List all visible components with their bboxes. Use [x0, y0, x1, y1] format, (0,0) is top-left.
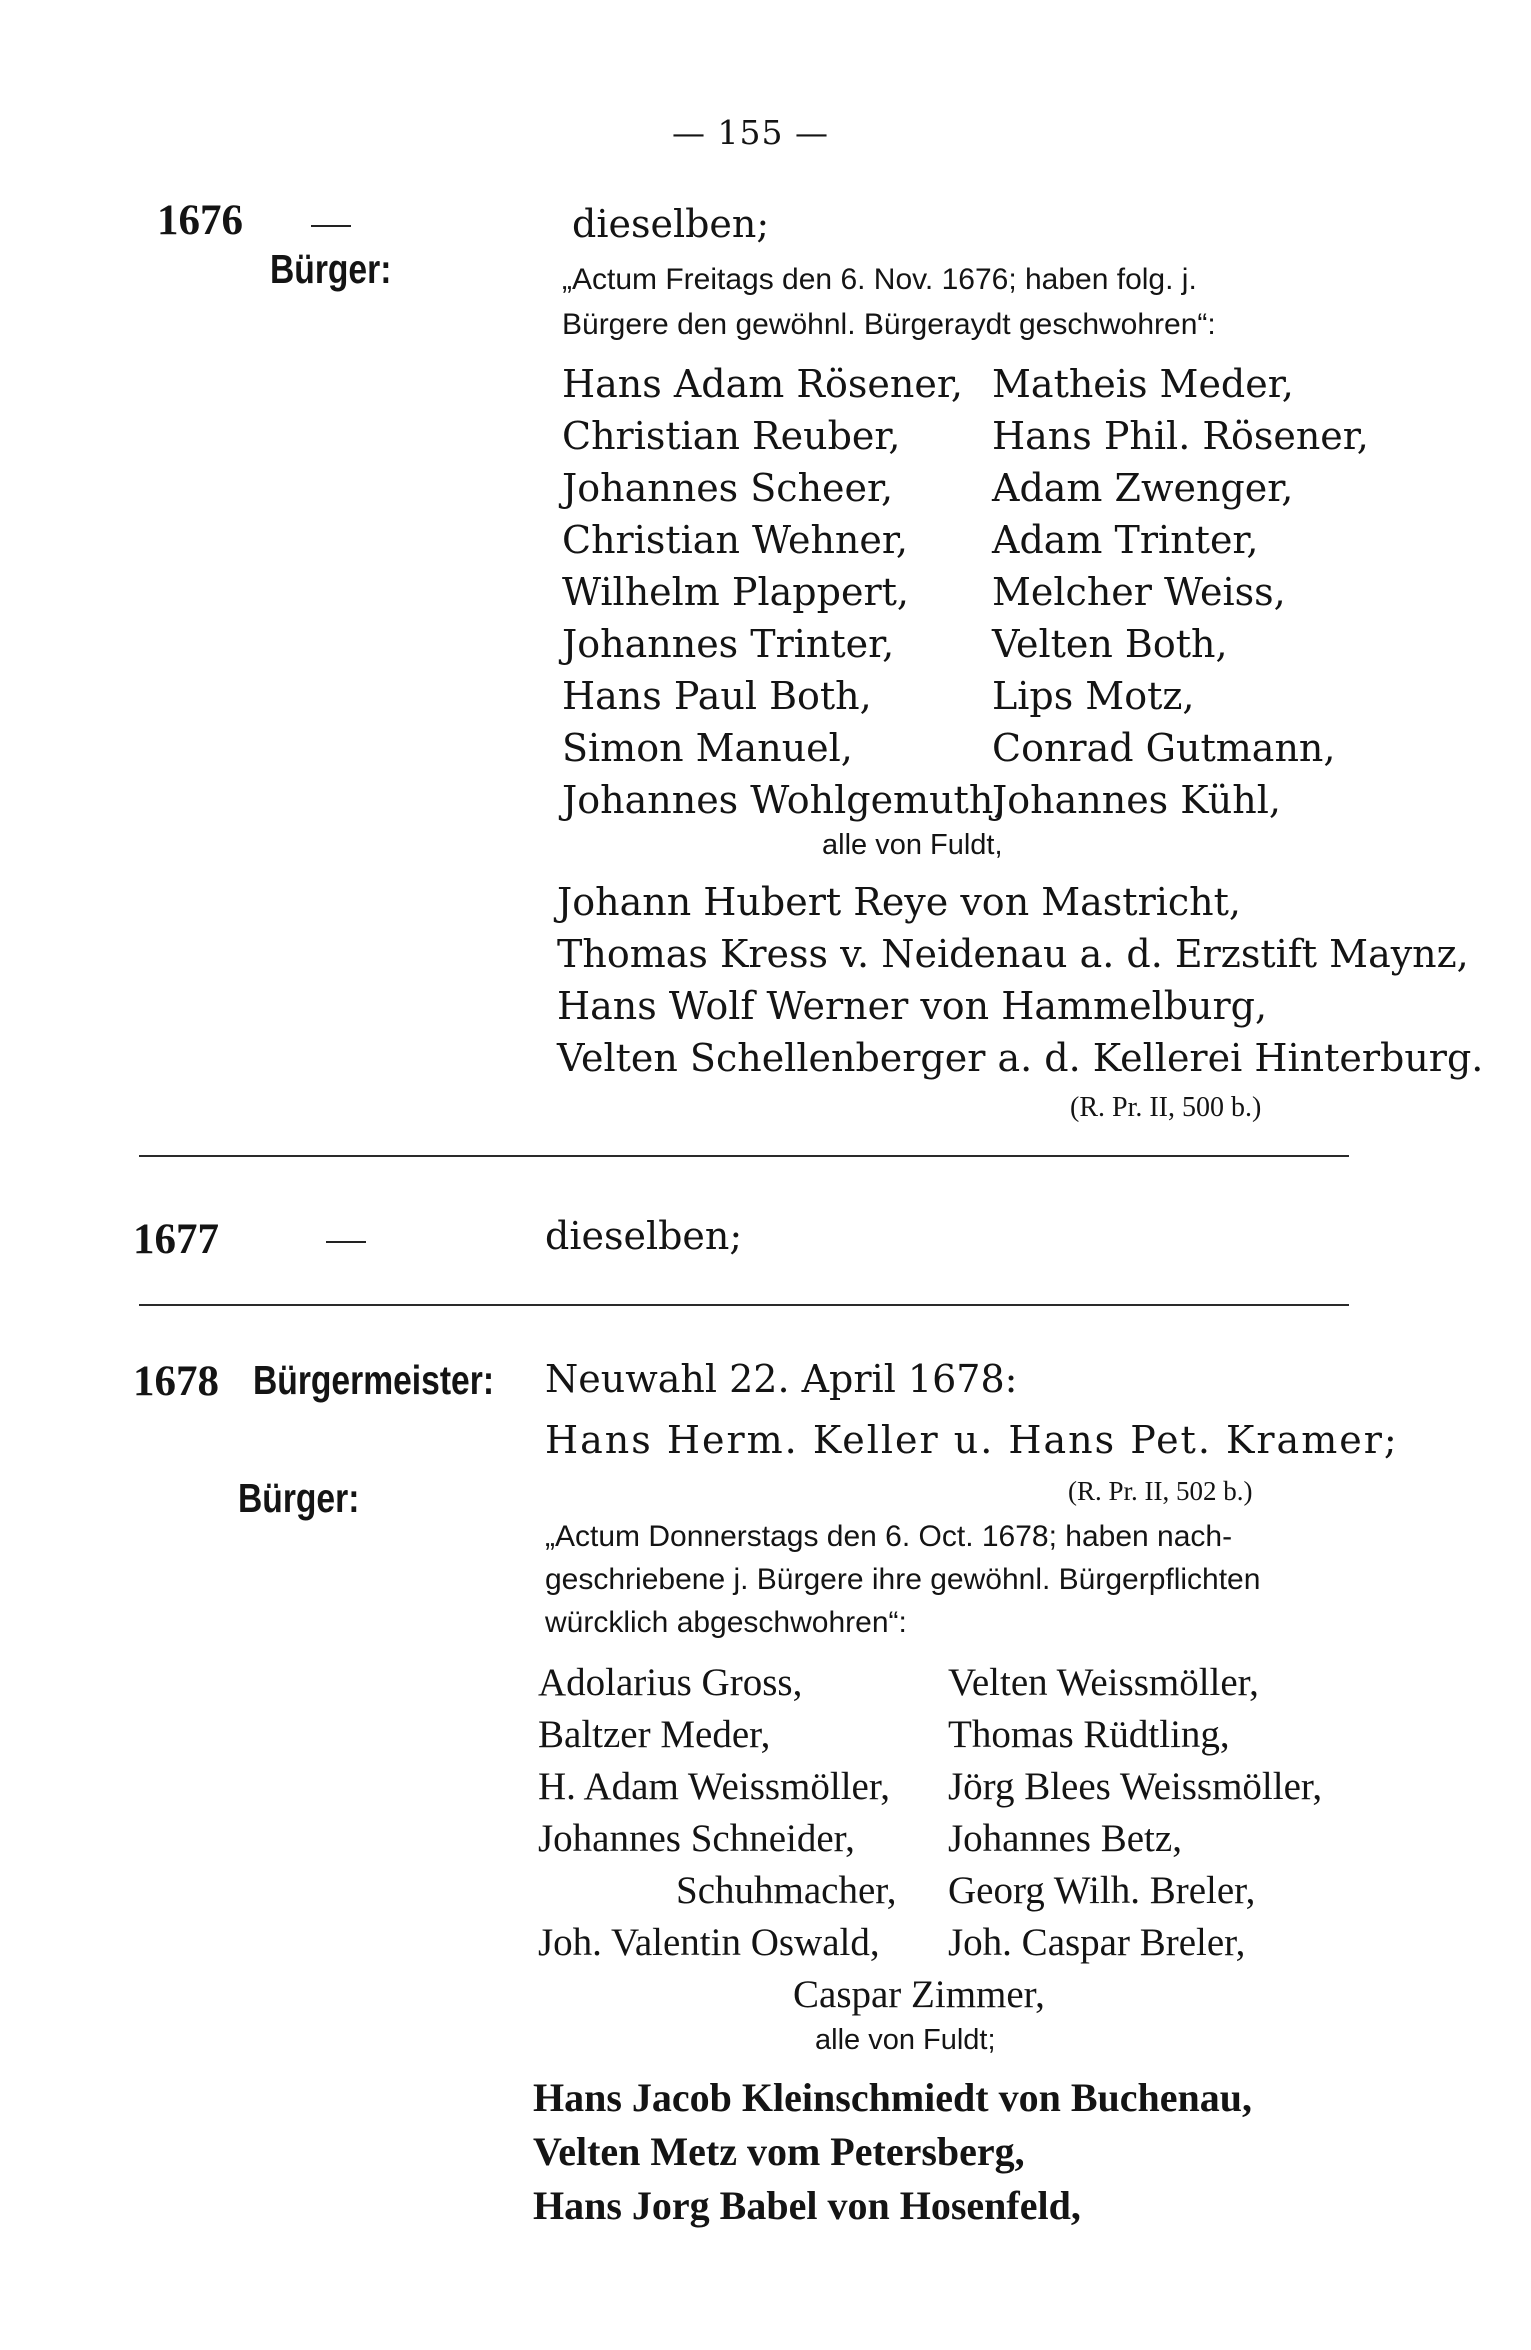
name-right: Georg Wilh. Breler, — [948, 1869, 1256, 1912]
name-left: Johannes Trinter, — [562, 622, 895, 666]
other-name: Johann Hubert Reye von Mastricht, — [557, 880, 1241, 924]
label-buerger-1676: Bürger: — [270, 246, 392, 292]
other-name: Velten Schellenberger a. d. Kellerei Hinterburg. — [557, 1036, 1484, 1080]
name-left: Joh. Valentin Oswald, — [538, 1921, 880, 1964]
year-dash-1677 — [326, 1241, 366, 1243]
name-right: Hans Phil. Rösener, — [992, 414, 1369, 458]
name-left: Johannes Wohlgemuth, — [562, 778, 1006, 822]
page-number: — 155 — — [672, 113, 829, 152]
name-right: Thomas Rüdtling, — [948, 1713, 1230, 1756]
name-left: Johannes Schneider, — [538, 1817, 855, 1860]
year-dash-1676 — [311, 225, 351, 227]
reference-1678: (R. Pr. II, 502 b.) — [1068, 1476, 1253, 1506]
all-from-fuldt-1678: alle von Fuldt; — [815, 2024, 996, 2056]
section-divider — [139, 1304, 1349, 1306]
name-left: Baltzer Meder, — [538, 1713, 771, 1756]
name-right: Conrad Gutmann, — [992, 726, 1336, 770]
all-from-fuldt-1676: alle von Fuldt, — [822, 829, 1003, 861]
quote-1676-line1: „Actum Freitags den 6. Nov. 1676; haben folg. j. — [562, 263, 1197, 296]
other-name: Hans Jorg Babel von Hosenfeld, — [533, 2183, 1081, 2228]
name-right: Adam Trinter, — [992, 518, 1259, 562]
name-left: H. Adam Weissmöller, — [538, 1765, 891, 1808]
year-1678: 1678 — [133, 1358, 219, 1405]
year-1677: 1677 — [133, 1216, 219, 1263]
quote-1676-line2: Bürgere den gewöhnl. Bürgeraydt geschwohren“: — [562, 308, 1216, 341]
other-name: Thomas Kress v. Neidenau a. d. Erzstift Maynz, — [557, 932, 1469, 976]
name-right: Joh. Caspar Breler, — [948, 1921, 1246, 1964]
year-1676: 1676 — [157, 197, 243, 244]
same-1676: dieselben; — [572, 202, 770, 246]
reference-1676: (R. Pr. II, 500 b.) — [1070, 1092, 1262, 1123]
name-right: Jörg Blees Weissmöller, — [948, 1765, 1323, 1808]
name-left: Adolarius Gross, — [538, 1661, 803, 1704]
name-left: Hans Adam Rösener, — [562, 362, 963, 406]
name-left: Wilhelm Plappert, — [562, 570, 909, 614]
other-name: Velten Metz vom Petersberg, — [533, 2129, 1025, 2174]
name-right: Velten Weissmöller, — [948, 1661, 1259, 1704]
name-right: Matheis Meder, — [992, 362, 1294, 406]
name-left: Johannes Scheer, — [562, 466, 894, 510]
label-buergermeister-1678: Bürgermeister: — [253, 1357, 495, 1403]
same-1677: dieselben; — [545, 1214, 743, 1258]
name-center: Caspar Zimmer, — [793, 1973, 1045, 2016]
name-right: Velten Both, — [992, 622, 1228, 666]
quote-1678-line3: würcklich abgeschwohren“: — [545, 1606, 907, 1639]
name-left: Hans Paul Both, — [562, 674, 872, 718]
quote-1678-line1: „Actum Donnerstags den 6. Oct. 1678; haben nach- — [545, 1520, 1233, 1553]
label-buerger-1678: Bürger: — [238, 1475, 360, 1521]
section-divider — [139, 1155, 1349, 1157]
other-name: Hans Jacob Kleinschmiedt von Buchenau, — [533, 2075, 1253, 2120]
other-name: Hans Wolf Werner von Hammelburg, — [557, 984, 1268, 1028]
name-right: Adam Zwenger, — [992, 466, 1294, 510]
name-left: Schuhmacher, — [676, 1869, 897, 1912]
mayors-1678: Hans Herm. Keller u. Hans Pet. Kramer; — [545, 1418, 1399, 1462]
name-left: Christian Reuber, — [562, 414, 901, 458]
name-right: Johannes Kühl, — [992, 778, 1281, 822]
quote-1678-line2: geschriebene j. Bürgere ihre gewöhnl. Bürgerpflichten — [545, 1563, 1261, 1596]
new-election-1678: Neuwahl 22. April 1678: — [545, 1357, 1018, 1401]
name-right: Melcher Weiss, — [992, 570, 1286, 614]
name-right: Lips Motz, — [992, 674, 1195, 718]
name-left: Simon Manuel, — [562, 726, 853, 770]
name-right: Johannes Betz, — [948, 1817, 1182, 1860]
name-left: Christian Wehner, — [562, 518, 908, 562]
